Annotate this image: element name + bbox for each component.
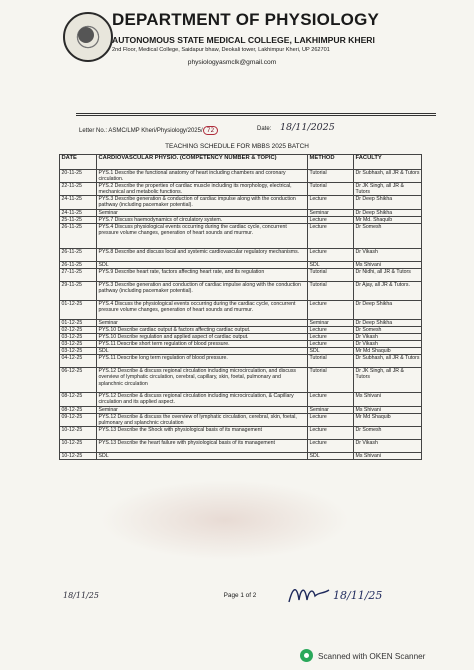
- column-header-topic: CARDIOVASCULAR PHYSIO. (COMPETENCY NUMBER & TOPIC): [97, 155, 308, 170]
- handwritten-date-right: 18/11/25: [333, 589, 383, 602]
- cell-method: Lecture: [308, 393, 354, 406]
- date-label: Date:: [257, 126, 272, 132]
- cell-date: 04-12-25: [60, 355, 97, 368]
- cell-faculty: Dr Vikash: [354, 439, 422, 452]
- cell-faculty: Dr Subhash, all JR & Tutors: [354, 355, 422, 368]
- cell-method: Lecture: [308, 413, 354, 426]
- cell-faculty: Dr Vikash: [354, 248, 422, 261]
- college-address: 2nd Floor, Medical College, Saidapur bhaw, Deokali tower, Lakhimpur Kheri, UP 262701: [112, 47, 330, 53]
- cell-date: 25-11-25: [60, 216, 97, 223]
- cell-method: Lecture: [308, 326, 354, 333]
- cell-date: 03-12-25: [60, 341, 97, 348]
- cell-topic: Seminar: [97, 209, 308, 216]
- table-row: [60, 170, 422, 183]
- cell-method: Seminar: [308, 406, 354, 413]
- cell-date: 09-12-25: [60, 413, 97, 426]
- cell-topic: PYS.10 Describe cardiac output & factors affecting cardiac output.: [97, 326, 308, 333]
- cell-topic: Seminar: [97, 319, 308, 326]
- table-row: [60, 439, 422, 452]
- table-row: [60, 406, 422, 413]
- college-logo-icon: [63, 12, 113, 62]
- cell-topic: PYS.9 Describe heart rate, factors affecting heart rate, and its regulation: [97, 268, 308, 281]
- column-header-method: METHOD: [308, 155, 354, 170]
- table-row: [60, 268, 422, 281]
- column-header-date: DATE: [60, 155, 97, 170]
- cell-method: Lecture: [308, 334, 354, 341]
- cell-topic: SDL: [97, 348, 308, 355]
- table-row: [60, 348, 422, 355]
- scan-shadow: [100, 480, 350, 560]
- table-row: [60, 196, 422, 209]
- cell-date: 10-12-25: [60, 426, 97, 439]
- table-row: [60, 393, 422, 406]
- cell-faculty: Dr Nidhi, all JR & Tutors: [354, 268, 422, 281]
- divider: [76, 115, 436, 116]
- cell-method: Tutorial: [308, 368, 354, 393]
- cell-faculty: Dr JK Singh, all JR & Tutors: [354, 368, 422, 393]
- cell-date: 22-11-25: [60, 183, 97, 196]
- cell-method: SDL: [308, 261, 354, 268]
- table-row: [60, 281, 422, 300]
- department-email: physiologyasmclk@gmail.com: [187, 59, 277, 66]
- cell-method: Lecture: [308, 216, 354, 223]
- cell-topic: PYS.13 Describe the heart failure with physiological basis of its management: [97, 439, 308, 452]
- cell-date: 24-11-25: [60, 209, 97, 216]
- cell-faculty: Mr Md Shaquib: [354, 413, 422, 426]
- cell-faculty: Dr Ajay, all JR & Tutors.: [354, 281, 422, 300]
- cell-topic: PYS.7 Discuss haemodynamics of circulatory system.: [97, 216, 308, 223]
- table-row: [60, 248, 422, 261]
- cell-date: 03-12-25: [60, 334, 97, 341]
- cell-date: 01-12-25: [60, 300, 97, 319]
- cell-faculty: Mr Md. Shaquib: [354, 216, 422, 223]
- column-header-faculty: FACULTY: [354, 155, 422, 170]
- cell-date: 27-11-25: [60, 268, 97, 281]
- cell-faculty: Dr Vikash: [354, 341, 422, 348]
- signature-icon: [285, 582, 335, 608]
- scanner-watermark: Scanned with OKEN Scanner: [318, 652, 426, 661]
- scanner-logo-icon: [300, 649, 313, 662]
- table-row: [60, 261, 422, 268]
- cell-method: Lecture: [308, 439, 354, 452]
- cell-faculty: Ms Shivani: [354, 452, 422, 459]
- cell-method: Seminar: [308, 209, 354, 216]
- cell-faculty: Dr Deep Shikha: [354, 196, 422, 209]
- table-row: [60, 413, 422, 426]
- cell-faculty: Dr Deep Shikha: [354, 319, 422, 326]
- cell-topic: Seminar: [97, 406, 308, 413]
- handwritten-date: 18/11/2025: [280, 122, 335, 133]
- table-row: [60, 426, 422, 439]
- cell-faculty: Dr Deep Shikha: [354, 209, 422, 216]
- cell-date: 26-11-25: [60, 248, 97, 261]
- table-row: [60, 216, 422, 223]
- table-row: [60, 300, 422, 319]
- cell-date: 08-12-25: [60, 393, 97, 406]
- schedule-table: [59, 154, 422, 460]
- cell-date: 08-12-25: [60, 406, 97, 413]
- cell-topic: PYS.12 Describe & discuss regional circulation including microcirculation, & Capillary circulation and its applied aspect.: [97, 393, 308, 406]
- cell-method: Lecture: [308, 300, 354, 319]
- cell-topic: PYS.8 Describe and discuss local and systemic cardiovascular regulatory mechanisms.: [97, 248, 308, 261]
- letter-number: [79, 126, 218, 135]
- cell-date: 29-11-25: [60, 281, 97, 300]
- letter-number-value: 72: [203, 126, 219, 135]
- table-row: [60, 334, 422, 341]
- cell-topic: PYS.3 Describe generation and conduction of cardiac impulse along with the conduction pathway (including pacemaker potential).: [97, 281, 308, 300]
- cell-date: 26-11-25: [60, 223, 97, 248]
- cell-method: Tutorial: [308, 355, 354, 368]
- cell-faculty: Dr Deep Shikha: [354, 300, 422, 319]
- cell-topic: PYS.1 Describe the functional anatomy of heart including chambers and coronary circulation.: [97, 170, 308, 183]
- cell-topic: PYS.12 Describe & discuss the overview of lymphatic circulation, cerebral, skin, foetal, pulmonary and splanchnic circulation: [97, 413, 308, 426]
- cell-method: SDL: [308, 452, 354, 459]
- table-row: [60, 452, 422, 459]
- cell-faculty: Ms Shivani: [354, 406, 422, 413]
- cell-faculty: Dr Subhash, all JR & Tutors: [354, 170, 422, 183]
- cell-method: Tutorial: [308, 170, 354, 183]
- cell-date: 26-11-25: [60, 261, 97, 268]
- cell-date: 24-11-25: [60, 196, 97, 209]
- table-row: [60, 326, 422, 333]
- table-row: [60, 223, 422, 248]
- cell-method: Lecture: [308, 248, 354, 261]
- cell-topic: PYS.13 Describe the Shock with physiological basis of its management: [97, 426, 308, 439]
- cell-faculty: Mr Md Shaquib: [354, 348, 422, 355]
- cell-date: 03-12-25: [60, 348, 97, 355]
- cell-method: Lecture: [308, 196, 354, 209]
- handwritten-signature-left: 18/11/25: [63, 591, 99, 600]
- cell-method: Lecture: [308, 223, 354, 248]
- cell-faculty: Dr Somesh: [354, 426, 422, 439]
- cell-faculty: Dr Somesh: [354, 326, 422, 333]
- table-row: [60, 209, 422, 216]
- cell-faculty: Ms Shivani: [354, 393, 422, 406]
- cell-date: 10-12-25: [60, 439, 97, 452]
- cell-topic: SDL: [97, 261, 308, 268]
- cell-date: 01-12-25: [60, 319, 97, 326]
- cell-method: Lecture: [308, 341, 354, 348]
- table-row: [60, 368, 422, 393]
- cell-faculty: Dr JK Singh, all JR & Tutors: [354, 183, 422, 196]
- schedule-title: TEACHING SCHEDULE FOR MBBS 2025 BATCH: [165, 143, 309, 150]
- cell-topic: PYS.3 Describe generation & conduction of cardiac impulse along with the conduction pathway (including pacemaker potential).: [97, 196, 308, 209]
- cell-date: 02-12-25: [60, 326, 97, 333]
- cell-date: 20-11-25: [60, 170, 97, 183]
- cell-method: Tutorial: [308, 268, 354, 281]
- cell-faculty: Dr Vikash: [354, 334, 422, 341]
- cell-method: Lecture: [308, 426, 354, 439]
- college-name: AUTONOMOUS STATE MEDICAL COLLEGE, LAKHIMPUR KHERI: [112, 35, 375, 45]
- cell-topic: PYS.12 Describe & discuss regional circulation including microcirculation, and discuss overview of lymphatic circulation, cerebral, capillary, skin, foetal, pulmonary and splanchnic circulation: [97, 368, 308, 393]
- cell-date: 06-12-25: [60, 368, 97, 393]
- cell-topic: PYS.10 Describe regulation and applied aspect of cardiac output.: [97, 334, 308, 341]
- table-row: [60, 319, 422, 326]
- divider: [76, 113, 436, 114]
- table-header-row: [60, 155, 422, 170]
- department-title: DEPARTMENT OF PHYSIOLOGY: [112, 10, 380, 29]
- cell-faculty: Dr Somesh: [354, 223, 422, 248]
- cell-faculty: Ms Shivani: [354, 261, 422, 268]
- cell-method: Seminar: [308, 319, 354, 326]
- cell-topic: SDL: [97, 452, 308, 459]
- cell-method: Tutorial: [308, 281, 354, 300]
- cell-topic: PYS.4 Discuss physiological events occurring during the cardiac cycle, concurrent pressure volume changes, generation of heart sounds and murmur.: [97, 223, 308, 248]
- page-number: Page 1 of 2: [223, 592, 257, 599]
- cell-method: Tutorial: [308, 183, 354, 196]
- letter-number-label: Letter No.: ASMC/LMP Kheri/Physiology/2025/: [79, 128, 203, 134]
- cell-topic: PYS.11 Describe long term regulation of blood pressure.: [97, 355, 308, 368]
- table-row: [60, 341, 422, 348]
- cell-date: 10-12-25: [60, 452, 97, 459]
- cell-topic: PYS.4 Discuss the physiological events occurring during the cardiac cycle, concurrent pressure volume changes, generation of heart sounds and murmur.: [97, 300, 308, 319]
- cell-method: SDL: [308, 348, 354, 355]
- table-row: [60, 183, 422, 196]
- cell-topic: PYS.11 Describe short term regulation of blood pressure.: [97, 341, 308, 348]
- table-row: [60, 355, 422, 368]
- cell-topic: PYS.2 Describe the properties of cardiac muscle including its morphology, electrical, mechanical and metabolic functions.: [97, 183, 308, 196]
